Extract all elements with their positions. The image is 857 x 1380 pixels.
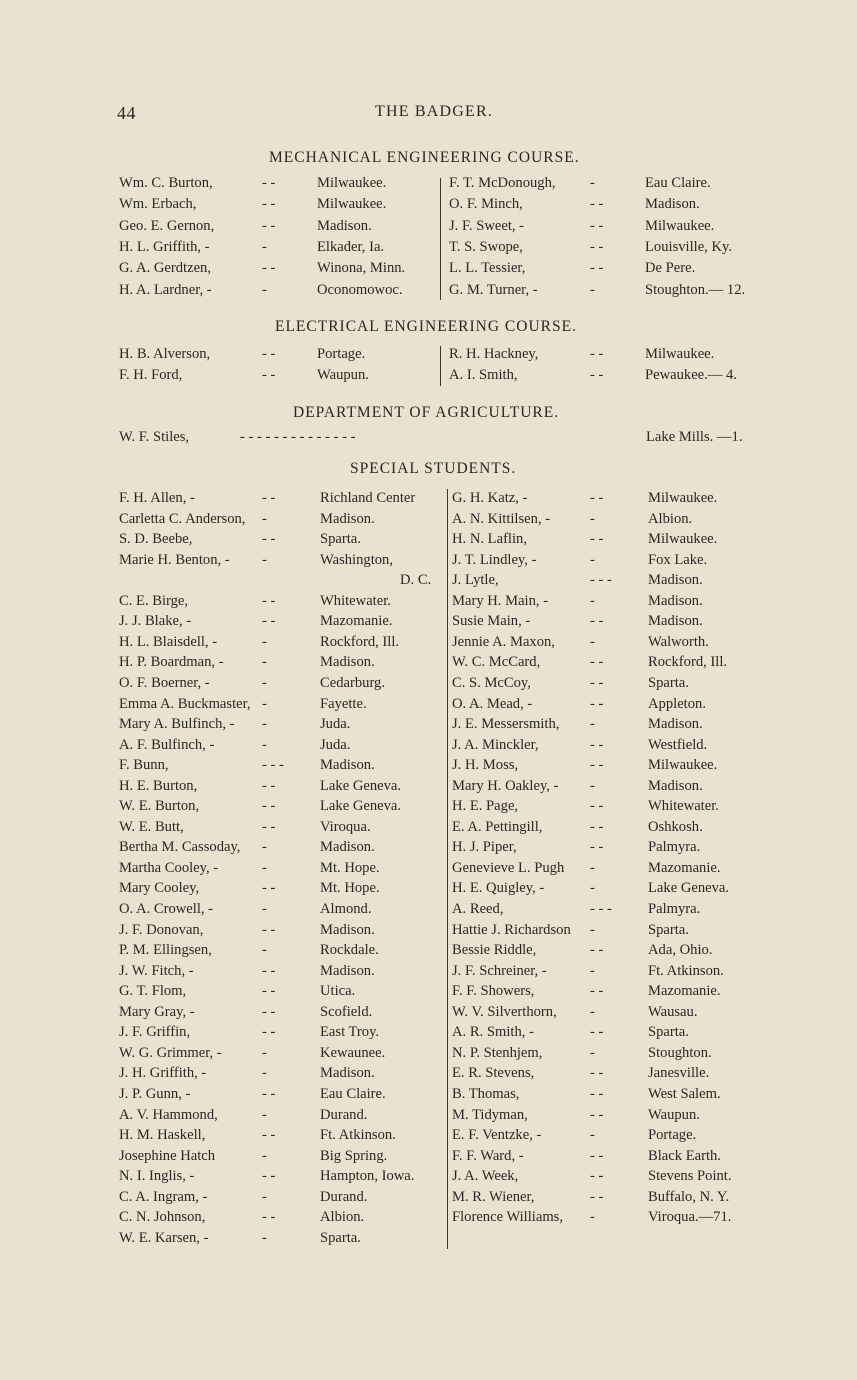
entry-name: C. S. McCoy, xyxy=(452,674,531,691)
entry-place: Walworth. xyxy=(648,633,709,650)
entry-leader: - xyxy=(590,633,595,650)
entry-name: C. E. Birge, xyxy=(119,592,189,609)
entry-name: O. A. Mead, - xyxy=(452,695,533,712)
entry-leader: - - xyxy=(262,613,276,630)
entry-place: Whitewater. xyxy=(648,798,719,815)
entry-place: Portage. xyxy=(648,1127,697,1144)
entry-name: Wm. C. Burton, xyxy=(119,175,213,191)
entry-name: O. F. Minch, xyxy=(449,196,523,213)
entry-name: J. F. Donovan, xyxy=(119,921,204,938)
entry-name: A. I. Smith, xyxy=(449,367,518,384)
entry-leader: - - xyxy=(590,367,604,384)
page-number: 44 xyxy=(117,103,136,123)
entry-place: Sparta. xyxy=(320,1229,361,1246)
entry-leader: - - - xyxy=(590,572,612,589)
entry-place: Madison. xyxy=(648,777,703,794)
entry-place: Waupun. xyxy=(317,367,369,384)
entry-place: Milwaukee. xyxy=(317,196,387,213)
entry-place: Oshkosh. xyxy=(648,818,703,835)
entry-name: A. F. Bulfinch, - xyxy=(119,736,215,753)
entry-leader: - xyxy=(590,1044,595,1061)
entry-leader: - - xyxy=(590,942,604,959)
entry-name: J. F. Schreiner, - xyxy=(452,962,547,979)
entry-place: Sparta. xyxy=(320,531,361,548)
entry-name: E. F. Ventzke, - xyxy=(452,1127,542,1144)
entry-place: Ft. Atkinson. xyxy=(648,962,724,979)
entry-leader: - xyxy=(262,736,267,753)
entry-leader: - - xyxy=(262,260,276,277)
entry-place: Richland Center xyxy=(320,490,416,506)
entry-place: Albion. xyxy=(320,1209,365,1226)
entry-place: Rockdale. xyxy=(320,942,379,959)
entry-leader: - xyxy=(262,551,267,568)
entry-leader: - - xyxy=(262,531,276,548)
entry-leader: - xyxy=(262,1147,267,1164)
entry-place: Palmyra. xyxy=(648,901,701,917)
special-title: SPECIAL STUDENTS. xyxy=(350,460,517,477)
entry-leader: - - xyxy=(262,921,276,938)
entry-name: H. M. Haskell, xyxy=(119,1127,206,1144)
entry-name: G. H. Katz, - xyxy=(452,490,528,506)
entry-name: H. J. Piper, xyxy=(452,839,517,856)
entry-place: Fox Lake. xyxy=(648,551,708,568)
entry-place: Stoughton. xyxy=(648,1044,712,1061)
entry-name: J. F. Griffin, xyxy=(119,1024,191,1041)
entry-leader: - xyxy=(262,1044,267,1061)
entry-name: C. A. Ingram, - xyxy=(119,1188,208,1205)
entry-name: A. V. Hammond, xyxy=(119,1106,218,1123)
entry-place: Madison. xyxy=(648,613,703,630)
entry-place: Washington, xyxy=(320,551,394,568)
entry-place: Madison. xyxy=(320,757,375,774)
entry-place: Janesville. xyxy=(648,1065,710,1082)
entry-leader: - xyxy=(262,1188,267,1205)
entry-place: Madison. xyxy=(645,196,700,213)
entry-place: East Troy. xyxy=(320,1024,380,1041)
entry-name: G. T. Flom, xyxy=(119,983,187,1000)
entry-name: Jennie A. Maxon, xyxy=(452,633,555,650)
entry-name: E. R. Stevens, xyxy=(452,1065,535,1082)
entry-place: Milwaukee. xyxy=(648,490,718,506)
entry-name: E. A. Pettingill, xyxy=(452,818,543,835)
entry-leader: - - xyxy=(590,736,604,753)
entry-leader: - - xyxy=(262,217,276,234)
entry-leader: - - xyxy=(590,1024,604,1041)
entry-name: Susie Main, - xyxy=(452,613,531,630)
entry-leader: - - xyxy=(262,1024,276,1041)
entry-place: Madison. xyxy=(320,839,375,856)
entry-place: Mt. Hope. xyxy=(320,859,380,876)
entry-name: H. L. Blaisdell, - xyxy=(119,633,218,650)
entry-leader: - - xyxy=(590,654,604,671)
entry-leader: - - xyxy=(262,818,276,835)
entry-leader: - xyxy=(262,281,267,298)
entry-name: Mary H. Main, - xyxy=(452,592,549,609)
entry-leader: - - xyxy=(590,1085,604,1102)
entry-name: Mary H. Oakley, - xyxy=(452,777,559,794)
entry-leader: - - xyxy=(590,983,604,1000)
entry-leader: - xyxy=(590,1209,595,1226)
entry-name: F. T. McDonough, xyxy=(449,175,556,191)
entry-place: Durand. xyxy=(320,1188,368,1205)
entry-place: Milwaukee. xyxy=(648,531,718,548)
entry-name: B. Thomas, xyxy=(452,1085,520,1102)
entry-name: N. I. Inglis, - xyxy=(119,1168,195,1185)
entry-place: Appleton. xyxy=(648,695,706,712)
entry-name: Carletta C. Anderson, xyxy=(119,510,246,527)
entry-leader: - - xyxy=(590,839,604,856)
entry-leader: - - xyxy=(262,880,276,897)
agriculture-title: DEPARTMENT OF AGRICULTURE. xyxy=(293,404,560,421)
entry-name: Hattie J. Richardson xyxy=(452,921,571,938)
entry-place: D. C. xyxy=(400,572,432,589)
entry-leader: - xyxy=(262,633,267,650)
entry-name: Florence Williams, xyxy=(452,1209,564,1226)
entry-name: J. F. Sweet, - xyxy=(449,217,525,234)
entry-place: Hampton, Iowa. xyxy=(320,1168,415,1185)
entry-name: H. E. Page, xyxy=(452,798,519,815)
entry-leader: - xyxy=(590,281,595,298)
mechanical-title: MECHANICAL ENGINEERING COURSE. xyxy=(269,149,580,166)
entry-name: O. F. Boerner, - xyxy=(119,674,210,691)
entry-leader: - - xyxy=(262,346,276,362)
entry-place: Sparta. xyxy=(648,921,689,938)
entry-name: Genevieve L. Pugh xyxy=(452,859,565,876)
entry-place: Black Earth. xyxy=(648,1147,721,1164)
entry-place: Louisville, Ky. xyxy=(645,238,733,255)
entry-name: W. E. Butt, xyxy=(119,818,184,835)
entry-name: A. Reed, xyxy=(452,901,504,917)
entry-name: Geo. E. Gernon, xyxy=(119,217,215,234)
entry-leader: - xyxy=(262,654,267,671)
entry-leader: - - xyxy=(262,962,276,979)
entry-place: Rockford, Ill. xyxy=(648,654,728,671)
entry-leader: - - xyxy=(262,367,276,384)
entry-name: H. L. Griffith, - xyxy=(119,238,210,255)
entry-leader: - xyxy=(262,839,267,856)
entry-name: J. A. Week, xyxy=(452,1168,519,1185)
entry-place: Fayette. xyxy=(320,695,367,712)
entry-leader: - xyxy=(262,1065,267,1082)
entry-leader: - - xyxy=(262,1127,276,1144)
entry-name: H. A. Lardner, - xyxy=(119,281,212,298)
entry-place: Lake Geneva. xyxy=(648,880,730,897)
entry-leader: - - xyxy=(590,674,604,691)
entry-name: Mary Gray, - xyxy=(119,1003,195,1020)
entry-leader: - xyxy=(590,777,595,794)
entry-place: Buffalo, N. Y. xyxy=(648,1188,730,1205)
electrical-title: ELECTRICAL ENGINEERING COURSE. xyxy=(275,318,577,335)
entry-place: Milwaukee. xyxy=(645,346,715,362)
entry-leader: - - xyxy=(262,983,276,1000)
entry-name: J. H. Griffith, - xyxy=(119,1065,207,1082)
entry-name: H. E. Burton, xyxy=(119,777,198,794)
entry-leader: - - xyxy=(590,757,604,774)
entry-leader: - xyxy=(590,716,595,733)
entry-leader: - xyxy=(262,510,267,527)
entry-leader: - - xyxy=(262,490,276,506)
entry-leader: - xyxy=(262,1106,267,1123)
entry-place: Madison. xyxy=(317,217,372,234)
entry-name: F. Bunn, xyxy=(119,757,169,774)
entry-name: J. Lytle, xyxy=(452,572,499,589)
agriculture-place: Lake Mills. —1. xyxy=(646,429,743,445)
entry-place: Wausau. xyxy=(648,1003,698,1020)
entry-leader: - xyxy=(262,716,267,733)
entry-place: Lake Geneva. xyxy=(320,777,402,794)
entry-name: Bertha M. Cassoday, xyxy=(119,839,241,856)
entry-leader: - - xyxy=(590,1168,604,1185)
entry-place: Mazomanie. xyxy=(648,983,721,1000)
entry-leader: - xyxy=(262,1229,267,1246)
entry-name: A. N. Kittilsen, - xyxy=(452,510,551,527)
entry-name: J. P. Gunn, - xyxy=(119,1085,191,1102)
entry-leader: - - xyxy=(590,196,604,213)
entry-name: Bessie Riddle, xyxy=(452,942,537,959)
entry-place: West Salem. xyxy=(648,1085,721,1102)
entry-name: G. M. Turner, - xyxy=(449,281,538,298)
entry-leader: - - xyxy=(262,798,276,815)
entry-place: Ft. Atkinson. xyxy=(320,1127,396,1144)
special-column-rule xyxy=(447,489,448,1249)
entry-leader: - xyxy=(590,592,595,609)
entry-place: Oconomowoc. xyxy=(317,281,403,298)
entry-leader: - xyxy=(590,859,595,876)
entry-name: J. A. Minckler, xyxy=(452,736,539,753)
entry-place: Madison. xyxy=(320,921,375,938)
entry-place: Juda. xyxy=(320,736,351,753)
entry-place: Scofield. xyxy=(320,1003,373,1020)
entry-name: F. H. Ford, xyxy=(119,367,183,384)
entry-place: Viroqua. xyxy=(320,818,371,835)
entry-place: Rockford, Ill. xyxy=(320,633,400,650)
entry-leader: - xyxy=(590,1127,595,1144)
entry-name: W. E. Burton, xyxy=(119,798,200,815)
entry-place: Portage. xyxy=(317,346,366,362)
electrical-column-rule xyxy=(440,346,441,386)
entry-name: Wm. Erbach, xyxy=(119,196,197,213)
entry-leader: - - xyxy=(262,1003,276,1020)
entry-name: J. W. Fitch, - xyxy=(119,962,194,979)
entry-place: Eau Claire. xyxy=(320,1085,386,1102)
entry-leader: - xyxy=(262,674,267,691)
entry-leader: - - xyxy=(590,613,604,630)
entry-leader: - - xyxy=(590,1147,604,1164)
entry-leader: - - xyxy=(262,1209,276,1226)
entry-name: J. J. Blake, - xyxy=(119,613,192,630)
entry-name: Mary Cooley, xyxy=(119,880,200,897)
entry-leader: - - - xyxy=(262,757,284,774)
entry-name: O. A. Crowell, - xyxy=(119,901,214,917)
entry-leader: - - xyxy=(590,490,604,506)
agriculture-leader: - - - - - - - - - - - - - - xyxy=(240,429,356,445)
entry-name: H. B. Alverson, xyxy=(119,346,211,362)
entry-name: M. Tidyman, xyxy=(452,1106,528,1123)
entry-name: J. T. Lindley, - xyxy=(452,551,537,568)
entry-place: Palmyra. xyxy=(648,839,701,856)
entry-place: Ada, Ohio. xyxy=(648,942,713,959)
entry-place: Stoughton.— 12. xyxy=(645,281,746,298)
entry-name: M. R. Wiener, xyxy=(452,1188,535,1205)
entry-name: J. H. Moss, xyxy=(452,757,519,774)
entry-place: Almond. xyxy=(320,901,372,917)
entry-name: W. V. Silverthorn, xyxy=(452,1003,557,1020)
mechanical-column-rule xyxy=(440,178,441,300)
entry-place: Madison. xyxy=(648,592,703,609)
entry-name: Martha Cooley, - xyxy=(119,859,219,876)
entry-place: Milwaukee. xyxy=(645,217,715,234)
entry-place: Madison. xyxy=(320,510,375,527)
entry-place: Pewaukee.— 4. xyxy=(645,367,737,384)
entry-name: F. F. Ward, - xyxy=(452,1147,524,1164)
entry-place: Milwaukee. xyxy=(317,175,387,191)
entry-name: Mary A. Bulfinch, - xyxy=(119,716,235,733)
entry-place: Cedarburg. xyxy=(320,674,385,691)
entry-name: C. N. Johnson, xyxy=(119,1209,206,1226)
entry-name: F. H. Allen, - xyxy=(119,490,195,506)
entry-place: Lake Geneva. xyxy=(320,798,402,815)
running-title: THE BADGER. xyxy=(375,103,494,120)
entry-leader: - - xyxy=(590,1188,604,1205)
entry-leader: - xyxy=(590,921,595,938)
entry-leader: - xyxy=(262,238,267,255)
entry-place: Albion. xyxy=(648,510,693,527)
entry-place: Utica. xyxy=(320,983,356,1000)
entry-place: Madison. xyxy=(320,1065,375,1082)
entry-place: Mazomanie. xyxy=(320,613,393,630)
entry-leader: - - xyxy=(590,346,604,362)
entry-name: W. G. Grimmer, - xyxy=(119,1044,222,1061)
entry-name: F. F. Showers, xyxy=(452,983,535,1000)
entry-place: Sparta. xyxy=(648,1024,689,1041)
entry-place: Eau Claire. xyxy=(645,175,711,191)
entry-leader: - xyxy=(262,859,267,876)
entry-name: J. E. Messersmith, xyxy=(452,716,560,733)
entry-place: Westfield. xyxy=(648,736,708,753)
entry-place: Whitewater. xyxy=(320,592,391,609)
entry-leader: - - xyxy=(590,217,604,234)
entry-place: Sparta. xyxy=(648,674,689,691)
agriculture-name: W. F. Stiles, xyxy=(119,429,190,445)
entry-name: S. D. Beebe, xyxy=(119,531,193,548)
entry-name: W. E. Karsen, - xyxy=(119,1229,209,1246)
entry-place: Mt. Hope. xyxy=(320,880,380,897)
entry-leader: - - xyxy=(590,260,604,277)
entry-name: H. E. Quigley, - xyxy=(452,880,545,897)
entry-name: Josephine Hatch xyxy=(119,1147,216,1164)
entry-place: Madison. xyxy=(648,572,703,589)
entry-name: P. M. Ellingsen, xyxy=(119,942,212,959)
entry-leader: - - xyxy=(590,531,604,548)
entry-leader: - - xyxy=(262,592,276,609)
entry-place: De Pere. xyxy=(645,260,696,277)
entry-name: G. A. Gerdtzen, xyxy=(119,260,211,277)
entry-place: Viroqua.—71. xyxy=(648,1209,732,1226)
entry-place: Big Spring. xyxy=(320,1147,388,1164)
entry-leader: - - xyxy=(590,818,604,835)
entry-leader: - - xyxy=(590,238,604,255)
entry-place: Juda. xyxy=(320,716,351,733)
entry-place: Milwaukee. xyxy=(648,757,718,774)
entry-name: T. S. Swope, xyxy=(449,238,523,255)
entry-place: Elkader, Ia. xyxy=(317,238,385,255)
entry-leader: - - xyxy=(262,777,276,794)
entry-name: Emma A. Buckmaster, xyxy=(119,695,251,712)
entry-name: L. L. Tessier, xyxy=(449,260,526,277)
entry-name: N. P. Stenhjem, xyxy=(452,1044,543,1061)
entry-place: Waupun. xyxy=(648,1106,700,1123)
entry-leader: - xyxy=(262,695,267,712)
entry-leader: - - xyxy=(590,798,604,815)
entry-leader: - xyxy=(590,962,595,979)
entry-leader: - - xyxy=(262,175,276,191)
entry-place: Mazomanie. xyxy=(648,859,721,876)
entry-place: Madison. xyxy=(320,654,375,671)
entry-place: Madison. xyxy=(648,716,703,733)
entry-leader: - - xyxy=(262,1085,276,1102)
entry-place: Winona, Minn. xyxy=(317,260,406,277)
entry-leader: - xyxy=(590,510,595,527)
entry-leader: - - xyxy=(590,695,604,712)
entry-leader: - - xyxy=(262,1168,276,1185)
entry-place: Durand. xyxy=(320,1106,368,1123)
entry-name: R. H. Hackney, xyxy=(449,346,539,362)
entry-place: Madison. xyxy=(320,962,375,979)
entry-name: H. N. Laflin, xyxy=(452,531,527,548)
entry-leader: - - xyxy=(590,1065,604,1082)
entry-name: H. P. Boardman, - xyxy=(119,654,224,671)
entry-leader: - xyxy=(262,901,267,917)
entry-name: W. C. McCard, xyxy=(452,654,541,671)
entry-leader: - xyxy=(590,1003,595,1020)
entry-leader: - xyxy=(590,175,595,191)
entry-place: Stevens Point. xyxy=(648,1168,732,1185)
entry-leader: - xyxy=(590,880,595,897)
entry-place: Kewaunee. xyxy=(320,1044,386,1061)
entry-leader: - xyxy=(262,942,267,959)
entry-leader: - - xyxy=(590,1106,604,1123)
entry-name: A. R. Smith, - xyxy=(452,1024,534,1041)
entry-name: Marie H. Benton, - xyxy=(119,551,230,568)
entry-leader: - - xyxy=(262,196,276,213)
entry-leader: - - - xyxy=(590,901,612,917)
entry-leader: - xyxy=(590,551,595,568)
